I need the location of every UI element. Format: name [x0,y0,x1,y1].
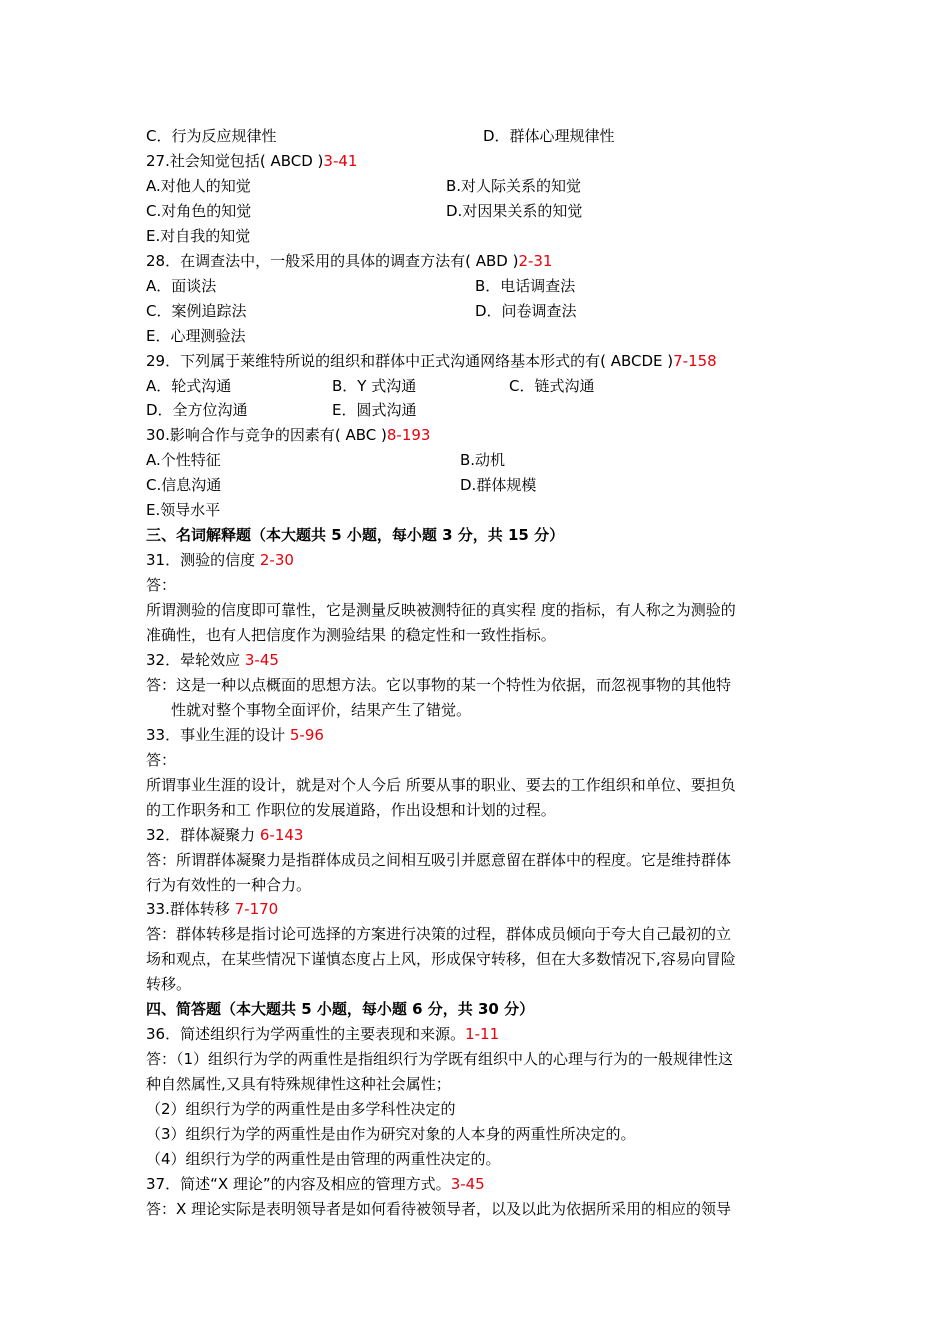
text-span: 32．群体凝聚力 [146,825,260,844]
page-reference: 2-31 [518,251,553,270]
option-text: B．电话调查法 [475,276,576,295]
text-line [146,351,717,371]
text-line [146,1049,733,1069]
text-span: 28．在调查法中，一般采用的具体的调查方法有( ABD ) [146,251,519,270]
text-span: 27.社会知觉包括( ABCD ) [146,151,324,170]
text-span: （2）组织行为学的两重性是由多学科性决定的 [146,1100,456,1119]
text-span: E．心理测验法 [146,326,246,345]
option-text: C．链式沟通 [509,376,595,395]
option-text: C．行为反应规律性 [146,127,277,145]
text-line [146,201,806,221]
option-text: A.对他人的知觉 [146,176,251,195]
text-span: 行为有效性的一种合力。 [146,875,312,894]
text-span: 29．下列属于莱维特所说的组织和群体中正式沟通网络基本形式的有( ABCDE ) [146,351,674,370]
text-line [146,301,806,321]
option-text: B.对人际关系的知觉 [446,176,582,195]
text-line [146,800,556,820]
text-line [146,1174,485,1194]
text-line [146,974,191,994]
text-line [146,650,279,670]
page-reference: 6-143 [259,825,304,844]
text-line [146,899,278,919]
text-line [146,1099,456,1119]
option-text: A．面谈法 [146,276,217,295]
option-text: D．全方位沟通 [146,401,248,420]
page-reference: 2-30 [259,551,294,570]
text-line [146,475,806,495]
text-line [146,550,294,570]
text-span: 转移。 [146,975,192,994]
page-reference: 3-41 [323,151,358,170]
text-line [146,376,806,396]
text-span: 答：这是一种以点概面的思想方法。它以事物的某一个特性为依据，而忽视事物的其他特 [146,675,732,694]
text-line [146,775,736,795]
text-span: 答： [146,750,177,769]
option-text: C.对角色的知觉 [146,201,252,220]
text-span: 四、简答题（本大题共 5 小题，每小题 6 分，共 30 分） [146,1000,535,1019]
text-span: 性就对整个事物全面评价，结果产生了错觉。 [171,700,472,719]
text-line [146,525,564,545]
text-span: 三、名词解释题（本大题共 5 小题，每小题 3 分，共 15 分） [146,526,565,545]
text-line [146,1149,501,1169]
text-span: 准确性，也有人把信度作为测验结果 的稳定性和一致性指标。 [146,626,556,644]
option-text: E．圆式沟通 [332,401,417,420]
text-line [146,999,534,1019]
text-span: 32．晕轮效应 [146,650,245,669]
text-line [146,924,731,944]
text-span: （4）组织行为学的两重性是由管理的两重性决定的。 [146,1149,501,1168]
text-span: E.领导水平 [146,501,221,520]
text-line [146,1024,499,1044]
page-reference: 1-11 [465,1025,500,1044]
page-reference: 8-193 [386,426,431,445]
option-text: D．问卷调查法 [475,301,577,320]
text-span: 33.群体转移 [146,900,235,919]
text-span: 答：（1）组织行为学的两重性是指组织行为学既有组织中人的心理与行为的一般规律性这 [146,1050,734,1069]
text-span: 31．测验的信度 [146,551,260,570]
page-reference: 7-158 [673,351,717,370]
text-span: 37．简述“X 理论”的内容及相应的管理方式。 [146,1174,451,1193]
text-line [146,151,357,171]
text-line [146,575,176,595]
text-line [146,875,311,895]
text-line [146,675,731,695]
text-line [146,949,736,969]
text-line [146,625,556,645]
text-line [146,1199,731,1219]
option-text: A．轮式沟通 [146,376,232,395]
text-span: 答：所谓群体凝聚力是指群体成员之间相互吸引并愿意留在群体中的程度。它是维持群体 [146,850,732,869]
text-line [171,700,471,720]
text-line [146,126,806,146]
text-line [146,850,731,870]
text-line [146,450,806,470]
text-line [146,1074,451,1094]
text-line [146,425,430,445]
text-span: 答： [146,576,177,595]
text-span: 所谓测验的信度即可靠性，它是测量反映被测特征的真实程 度的指标，有人称之为测验的 [146,601,736,620]
option-text: B.动机 [460,451,506,470]
text-span: 33．事业生涯的设计 [146,725,290,744]
text-line [146,725,324,745]
option-text: D.群体规模 [460,476,537,495]
text-span: （3）组织行为学的两重性是由作为研究对象的人本身的两重性所决定的。 [146,1125,636,1143]
option-text: D.对因果关系的知觉 [446,201,583,220]
text-span: 答：群体转移是指讨论可选择的方案进行决策的过程，群体成员倾向于夸大自己最初的立 [146,925,732,944]
text-line [146,1124,636,1144]
text-span: 30.影响合作与竞争的因素有( ABC ) [146,426,387,445]
text-line [146,400,806,420]
page-reference: 7-170 [234,900,279,919]
option-text: D．群体心理规律性 [483,127,615,145]
text-line [146,750,176,770]
text-line [146,825,303,845]
option-text: A.个性特征 [146,451,221,470]
page-reference: 5-96 [289,725,324,744]
text-span: 场和观点，在某些情况下谨慎态度占上风，形成保守转移，但在大多数情况下,容易向冒险 [146,950,736,969]
text-line [146,326,245,346]
option-text: B．Y 式沟通 [332,376,417,395]
text-line [146,251,552,271]
text-span: E.对自我的知觉 [146,226,251,245]
text-span: 的工作职务和工 作职位的发展道路，作出设想和计划的过程。 [146,800,556,819]
option-text: C.信息沟通 [146,476,222,495]
text-span: 36．简述组织行为学两重性的主要表现和来源。 [146,1025,466,1044]
page-reference: 3-45 [450,1174,485,1193]
text-span: 种自然属性,又具有特殊规律性这种社会属性； [146,1075,451,1094]
text-line [146,176,806,196]
text-line [146,600,736,620]
option-text: C．案例追踪法 [146,301,247,320]
text-line [146,276,806,296]
text-line [146,226,250,246]
text-line [146,500,220,520]
page-reference: 3-45 [244,650,279,669]
text-span: 答：X 理论实际是表明领导者是如何看待被领导者，以及以此为依据所采用的相应的领导 [146,1199,732,1218]
text-span: 所谓事业生涯的设计，就是对个人今后 所要从事的职业、要去的工作组织和单位、要担负 [146,775,736,794]
